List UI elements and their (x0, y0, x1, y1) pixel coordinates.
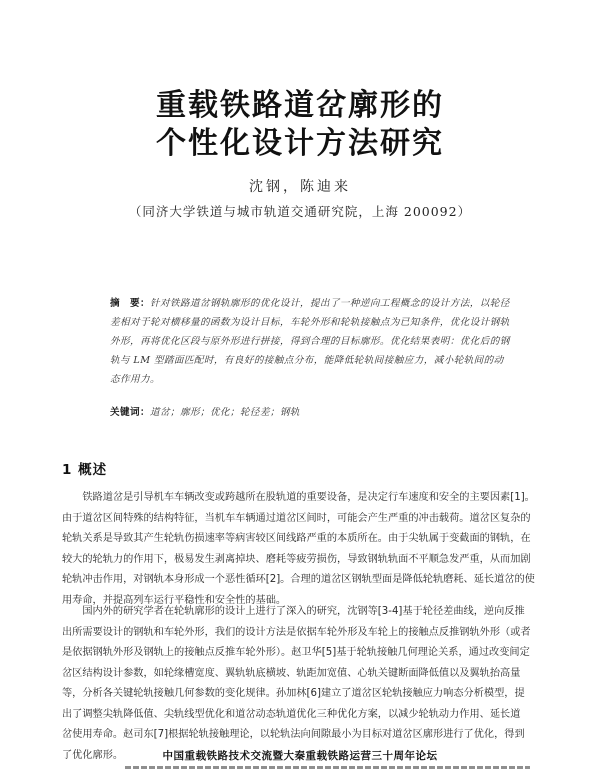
paragraph-line: 铁路道岔是引导机车车辆改变或跨越所在股轨道的重要设备，是决定行车速度和安全的主要因素[1]。 (62, 492, 535, 503)
abstract-line: 态作用力。 (110, 374, 160, 385)
paragraph-line: 出了调整尖轨降低值、尖轨线型优化和道岔动态轨道优化三种优化方案，以减少轮轨动力作用、延长道 (62, 708, 521, 720)
paragraph-line: 岔使用寿命。赵司东[7]根据轮轨接触理论，以轮轨法向间隙最小为目标对道岔区廓形进行了优化，得到 (62, 729, 525, 740)
keywords-text: 道岔；廓形；优化；轮径差；钢轨 (149, 407, 300, 418)
abstract-line: 差相对于轮对横移量的函数为设计目标，车轮外形和轮轨接触点为已知条件，优化设计钢轨 (110, 317, 510, 328)
keywords-label: 关键词： (110, 407, 150, 418)
abstract-text: 针对铁路道岔钢轨廓形的优化设计，提出了一种逆向工程概念的设计方法，以轮径 (149, 298, 510, 309)
paragraph-line: 较大的轮轨力的作用下，极易发生剥离掉块、磨耗等疲劳损伤，导致钢轨轨面不平顺急发严重，从而加剧 (62, 553, 531, 565)
paragraph-line: 由于道岔区间特殊的结构特征，当机车车辆通过道岔区间时，可能会产生严重的冲击载荷。道岔区复杂的 (62, 512, 531, 524)
affiliation: （同济大学铁道与城市轨道交通研究院，上海 200092） (128, 204, 472, 219)
footer-divider (125, 766, 530, 769)
paper-title-line-1: 重载铁路道岔廓形的 (156, 88, 444, 123)
paragraph-line: 轮轨关系是导致其产生轮轨伤损速率等病害较区间线路严重的本质所在。由于尖轨属于变截面的钢轨，在 (62, 533, 531, 544)
paragraph-line: 岔区结构设计参数，如轮缘槽宽度、翼轨轨底横坡、轨距加宽值、心轨关键断面降低值以及翼轨抬高量 (62, 667, 521, 679)
footer-conference-title: 中国重载铁路技术交流暨大秦重载铁路运营三十周年论坛 (162, 750, 438, 762)
abstract-line: 轨与 LM 型踏面匹配时，有良好的接触点分布，能降低轮轨间接触应力，减小轮轨间的动 (110, 355, 504, 366)
paragraph-line: 轮轨冲击作用，对钢轨本身形成一个恶性循环[2]。合理的道岔区钢轨型面是降低轮轨磨耗、延长道岔的使 (62, 574, 535, 585)
authors: 沈钢，陈迪来 (249, 179, 351, 195)
paragraph-line: 国内外的研究学者在轮轨廓形的设计上进行了深入的研究，沈钢等[3-4]基于轮径差曲线，逆向反推 (62, 606, 525, 617)
abstract-line (110, 294, 510, 313)
paragraph-line: 等，分析各关键轮轨接触几何参数的变化规律。孙加林[6]建立了道岔区轮轨接触应力响态分析模型，提 (62, 688, 525, 699)
paper-title-line-2: 个性化设计方法研究 (156, 126, 444, 161)
paragraph-1 (62, 488, 540, 611)
abstract (110, 294, 510, 389)
paragraph-line: 是依据钢轨外形及钢轨上的接触点反推车轮外形）。赵卫华[5]基于轮轨接触几何理论关系，通过改变间定 (62, 647, 530, 658)
abstract-label: 摘 要： (110, 298, 150, 309)
paragraph-2 (62, 602, 540, 766)
keywords (110, 404, 300, 418)
section-heading: 1 概述 (62, 462, 108, 478)
abstract-line: 外形，再将优化区段与原外形进行拼接，得到合理的目标廓形。优化结果表明：优化后的钢 (110, 336, 510, 347)
paragraph-line: 用寿命，并提高列车运行平稳性和安全性的基础。 (62, 594, 287, 606)
paragraph-line: 出所需要设计的钢轨和车轮外形，我们的设计方法是依据车轮外形及车轮上的接触点反推钢轨外形（或者 (62, 626, 531, 638)
paragraph-line: 了优化廓形。 (62, 749, 124, 761)
